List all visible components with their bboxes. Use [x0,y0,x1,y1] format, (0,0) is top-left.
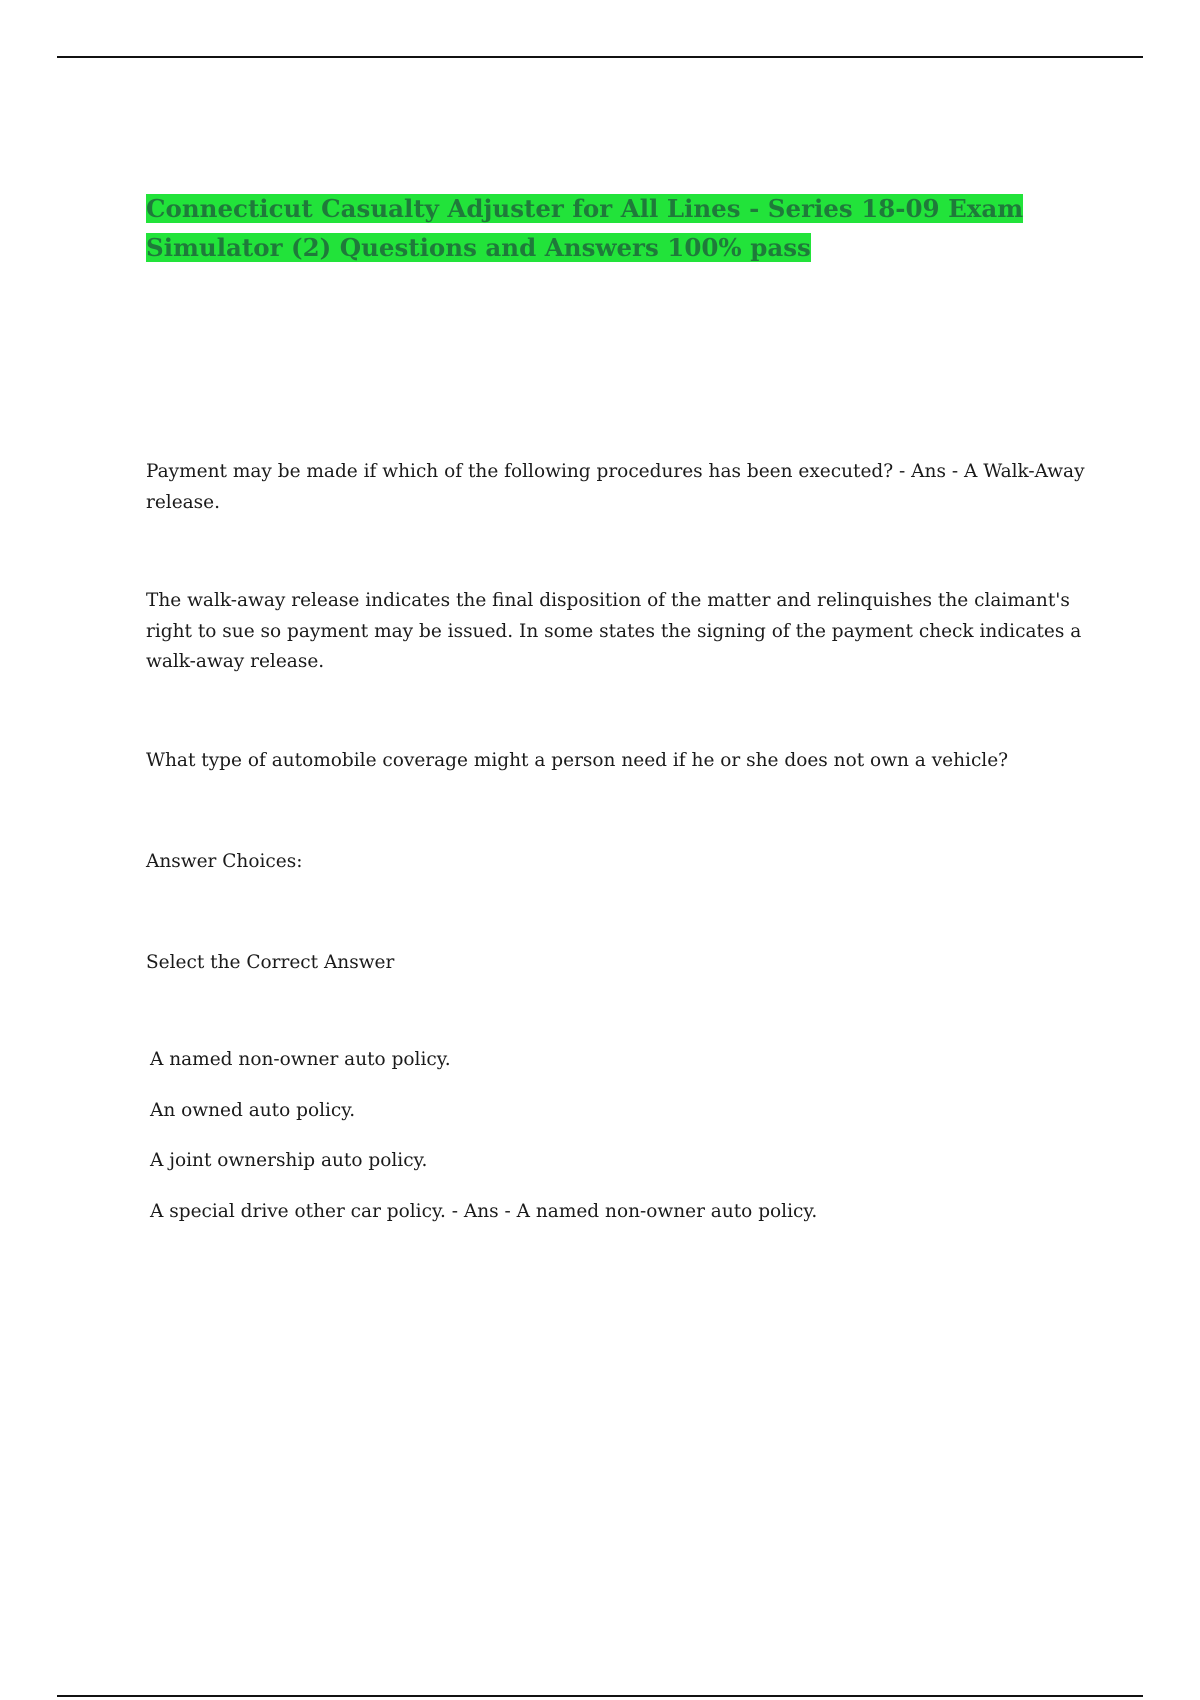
bottom-rule [57,1695,1143,1697]
select-answer-label: Select the Correct Answer [146,952,395,973]
document-title [146,190,1086,267]
title-block [146,190,1086,267]
choice-item: A special drive other car policy. - Ans - A named non-owner auto policy. [150,1200,818,1222]
answer-choices-label: Answer Choices: [146,851,303,872]
choice-item: A named non-owner auto policy. [150,1049,451,1070]
title-highlight: Connecticut Casualty Adjuster for All Lines - Series 18-09 Exam Simulator (2) Questions and Answers 100% pass [146,194,1024,262]
choices-list [150,1045,817,1247]
question-2: What type of automobile coverage might a person need if he or she does not own a vehicle? [146,750,1009,771]
top-rule [57,56,1143,58]
explanation-1: The walk-away release indicates the final disposition of the matter and relinquishes the claimant's right to sue so payment may be issued. In some states the signing of the payment check indicates a walk-away release. [146,590,1082,672]
question-1: Payment may be made if which of the following procedures has been executed? - Ans - A Walk-Away release. [146,461,1085,513]
choice-item: An owned auto policy. [150,1099,356,1121]
choice-item: A joint ownership auto policy. [150,1150,428,1171]
